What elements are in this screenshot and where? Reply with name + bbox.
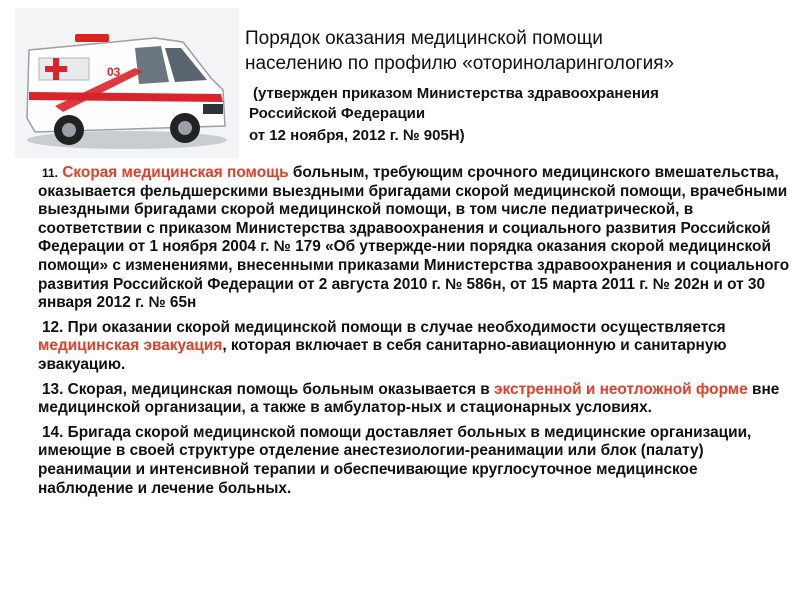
highlight-ambulance-care: Скорая медицинская помощь	[62, 164, 289, 181]
subtitle-line-1: (утвержден приказом Министерства здравоохранения	[253, 85, 659, 102]
page-title	[245, 26, 795, 76]
paragraph-number: 12.	[42, 318, 64, 336]
paragraph-text: больным, требующим срочного	[288, 164, 538, 181]
paragraph-11	[38, 164, 790, 313]
highlight-medical-evacuation: медицинская эвакуация	[38, 337, 223, 355]
paragraph-number: 13.	[42, 380, 64, 398]
highlight-emergency-form: экстренной и неотложной форме	[494, 380, 748, 398]
paragraph-number: 11.	[42, 166, 59, 180]
title-line-2: населению по профилю «оториноларингология»	[245, 53, 675, 74]
paragraph-text: медицинского вмешательства, оказывается фельдшерскими выездными бригадами скорой медицинской помощи, врачебными выездными бригадами скорой медицинской помощи, в том числе педиатрической, в соответствии с приказом Министерства здравоохранения и социального развития Российской Федерации от 1 ноября 2004 г. № 179 «Об утвержде-нии порядка оказания скорой медицинской помощи» с изменениями, внесенными приказами Министерства здравоохранения и социального развития Российской Федерации от 2 августа 2010 г. № 586н, от 15 марта 2011 г. № 202н и от 30 января 2012 г. № 65н	[38, 164, 790, 312]
subtitle-line-2: Российской Федерации	[249, 105, 426, 122]
paragraph-14	[38, 424, 790, 498]
paragraph-text: Скорая, медицинская помощь больным оказывается в	[63, 380, 495, 398]
document-body	[38, 164, 790, 504]
subtitle-date: от 12 ноября, 2012 г. № 905Н)	[249, 127, 465, 144]
paragraph-13	[38, 381, 790, 418]
roof-light-icon	[75, 34, 109, 42]
page-subtitle	[245, 84, 795, 146]
paragraph-number: 14.	[42, 423, 64, 441]
paragraph-12	[38, 319, 790, 375]
paragraph-text: При оказании скорой медицинской помощи в случае необходимости осуществляется	[63, 318, 726, 336]
paragraph-text: , которая включает в себя санитарно-авиационную и санитарную эвакуацию.	[38, 337, 727, 373]
ambulance-image	[15, 8, 239, 158]
paragraph-text: Бригада скорой медицинской помощи доставляет больных в медицинские организации, имеющие в своей структуре отделение анестезиологии-реанимации или блок (палату) реанимации и интенсивной терапии и обеспечивающие круглосуточное медицинское наблюдение и лечение больных.	[38, 423, 752, 497]
title-line-1: Порядок оказания медицинской помощи	[245, 28, 603, 49]
header	[245, 26, 795, 146]
paragraph-text: вне медицинской организации, а также в амбулатор-ных и стационарных условиях.	[38, 380, 780, 417]
ambulance-plate: 03	[107, 65, 121, 79]
